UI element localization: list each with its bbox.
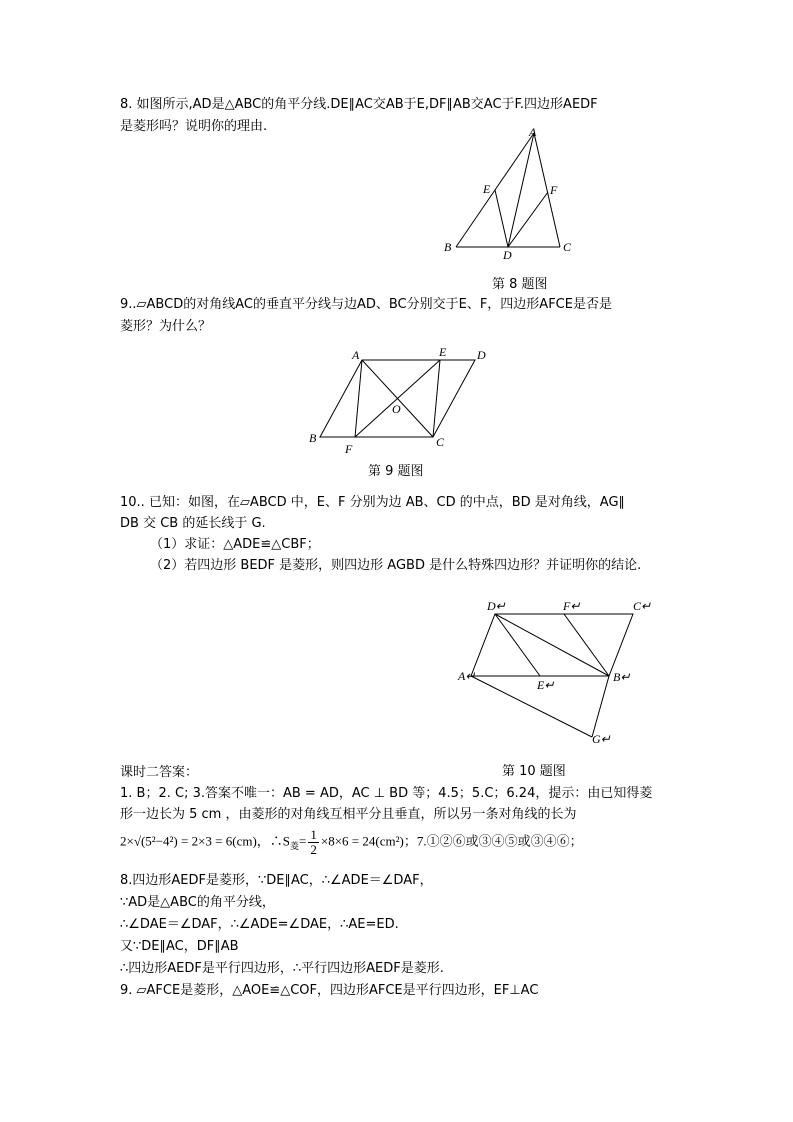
answer-line-3 — [120, 828, 583, 857]
fig9-label-E: E — [439, 345, 447, 359]
answer-line-3-left: 2×√(5²−4²) = 2×3 = 6(cm)，∴S — [120, 833, 291, 849]
fraction-denominator: 2 — [310, 842, 317, 857]
answers-title: 课时二答案： — [120, 765, 199, 780]
figure-9-caption: 第 9 题图 — [368, 464, 424, 479]
q9-line-1: 9..▱ABCD的对角线AC的垂直平分线与边AD、BC分别交于E、F，四边形AFCE是否是 — [120, 297, 612, 312]
answer-line-2: 形一边长为 5 cm ，由菱形的对角线互相平分且垂直，所以另一条对角线的长为 — [120, 807, 577, 822]
fig10-label-D: D↵ — [487, 599, 506, 613]
q10-part-2: （2）若四边形 BEDF 是菱形，则四边形 AGBD 是什么特殊四边形？并证明你的结论. — [150, 558, 642, 573]
fig8-label-E: E — [483, 182, 491, 196]
fig10-diagonal-DB — [495, 614, 609, 676]
fig8-label-C: C — [563, 240, 572, 254]
answer-line-3-fraction — [308, 828, 319, 857]
fraction-numerator: 1 — [310, 827, 317, 842]
q8-line-1: 8. 如图所示,AD是△ABC的角平分线.DE∥AC交AB于E,DF∥AB交AC于F.四边形AEDF — [120, 97, 598, 112]
fig9-label-C: C — [436, 435, 445, 449]
fig10-segment-AG — [471, 676, 592, 737]
fig10-segment-BG — [592, 676, 609, 737]
fig9-label-F: F — [345, 442, 353, 456]
figure-8-caption: 第 8 题图 — [492, 277, 548, 292]
fig9-label-D: D — [477, 348, 486, 362]
answer-8-line-1: 8.四边形AEDF是菱形，∵DE∥AC，∴∠ADE＝∠DAF， — [120, 873, 433, 888]
fig10-segment-DE — [495, 614, 540, 676]
fig9-label-O: O — [392, 402, 401, 416]
answer-line-3-eq: = — [299, 833, 307, 849]
fig9-label-B: B — [309, 431, 317, 445]
fig8-edge-ED — [495, 190, 508, 247]
fig10-label-G: G↵ — [592, 732, 611, 746]
q9-line-2: 菱形？为什么？ — [120, 319, 212, 334]
q8-line-2: 是菱形吗？说明你的理由. — [120, 119, 268, 134]
answer-8-line-3: ∴∠DAE＝∠DAF，∴∠ADE=∠DAE，∴AE=ED. — [120, 917, 399, 932]
fig10-segment-FB — [564, 614, 609, 676]
fig10-label-A: A↵ — [458, 669, 476, 683]
fig9-segment-EF — [355, 360, 440, 437]
q10-line-2: DB 交 CB 的延长线于 G. — [120, 516, 266, 531]
answer-line-3-sub: 菱 — [290, 841, 300, 852]
answer-8-line-5: ∴四边形AEDF是平行四边形，∴平行四边形AEDF是菱形. — [120, 961, 444, 976]
fig10-label-C: C↵ — [633, 599, 652, 613]
figure-8-triangle — [440, 125, 590, 265]
figure-10-caption: 第 10 题图 — [502, 764, 566, 779]
fig8-label-D: D — [503, 248, 512, 262]
fig10-label-E: E↵ — [537, 678, 555, 692]
answer-9-line: 9. ▱AFCE是菱形，△AOE≌△COF，四边形AFCE是平行四边形，EF⊥AC — [120, 983, 539, 998]
fig8-label-A: A — [529, 125, 537, 139]
answer-8-line-2: ∵AD是△ABC的角平分线， — [120, 895, 275, 910]
fig8-label-B: B — [444, 240, 452, 254]
answer-line-3-right: ×8×6 = 24(cm²)；7.①②⑥或③④⑤或③④⑥； — [320, 833, 583, 849]
figure-9-parallelogram — [305, 345, 505, 460]
figure-10-parallelogram — [455, 597, 665, 747]
answer-8-line-4: 又∵DE∥AC，DF∥AB — [120, 939, 239, 954]
answer-line-1: 1. B；2. C; 3.答案不唯一：AB = AD，AC ⊥ BD 等；4.5；5.C；6.24，提示：由已知得菱 — [120, 786, 653, 801]
fig10-label-B: B↵ — [613, 670, 631, 684]
q10-part-1: （1）求证：△ADE≌△CBF； — [150, 537, 320, 552]
q10-line-1: 10.. 已知：如图，在▱ABCD 中，E、F 分别为边 AB、CD 的中点，BD 是对角线，AG∥ — [120, 495, 626, 510]
fig9-label-A: A — [352, 348, 360, 362]
fig8-label-F: F — [550, 183, 558, 197]
fig10-label-F: F↵ — [563, 599, 581, 613]
